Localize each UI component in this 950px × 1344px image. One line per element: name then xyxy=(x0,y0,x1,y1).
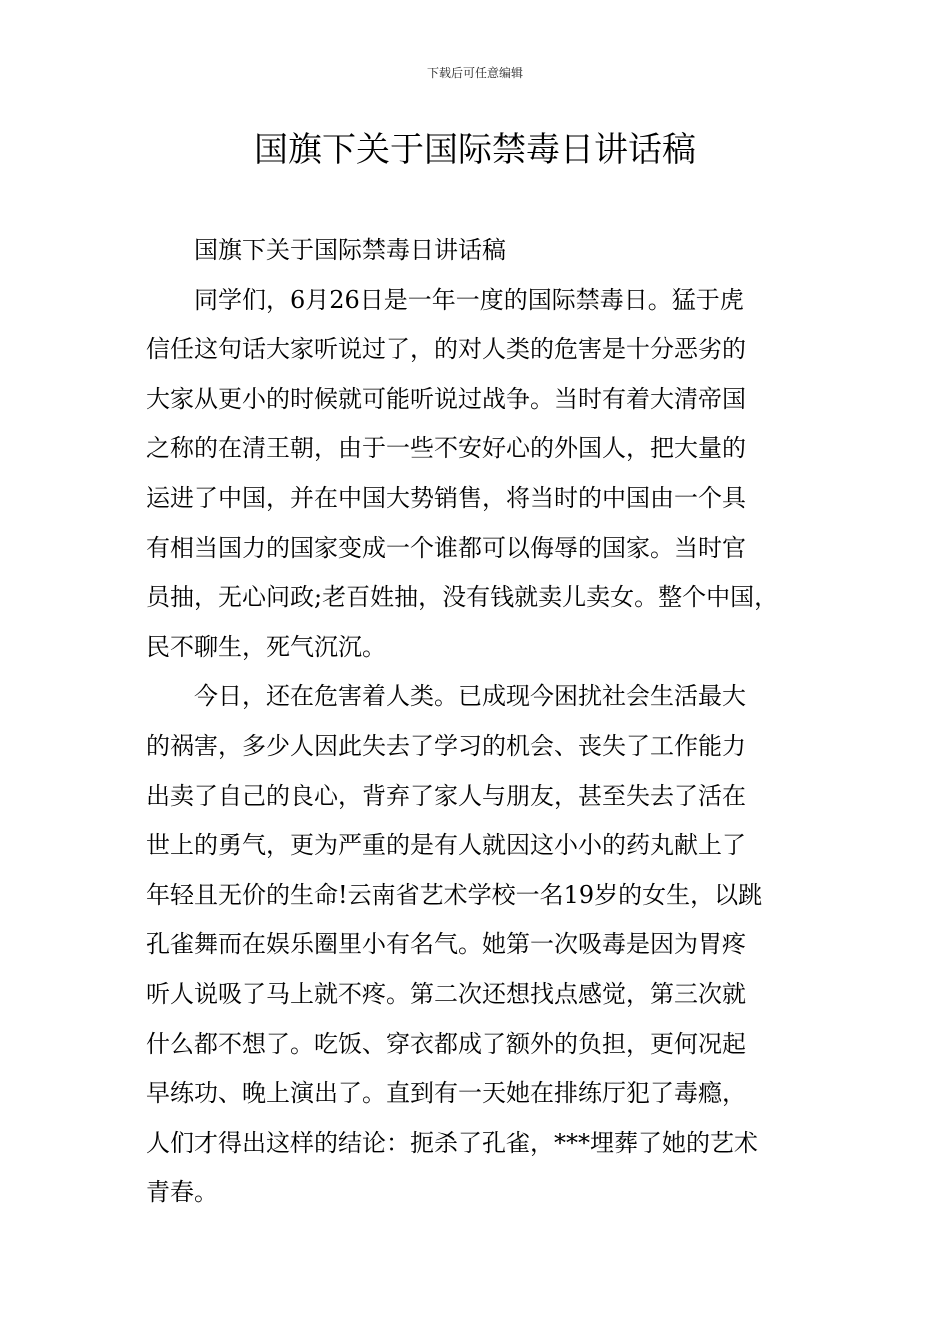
document-body xyxy=(146,226,822,1218)
body-line: 员抽，无心问政;老百姓抽，没有钱就卖儿卖女。整个中国， xyxy=(146,583,779,612)
body-line: 什么都不想了。吃饭、穿衣都成了额外的负担，更何况起 xyxy=(146,1029,746,1058)
body-line: 国旗下关于国际禁毒日讲话稿 xyxy=(194,236,506,264)
body-line: 信任这句话大家听说过了，的对人类的危害是十分恶劣的 xyxy=(146,335,746,364)
body-line: 听人说吸了马上就不疼。第二次还想找点感觉，第三次就 xyxy=(146,979,746,1008)
body-line: 青春。 xyxy=(146,1178,218,1207)
body-line: 同学们，6月26日是一年一度的国际禁毒日。猛于虎 xyxy=(194,285,744,314)
header-note: 下载后可任意编辑 xyxy=(426,66,523,80)
body-line: 今日，还在危害着人类。已成现今困扰社会生活最大 xyxy=(194,682,746,711)
body-line: 年轻且无价的生命!云南省艺术学校一名19岁的女生，以跳 xyxy=(146,880,763,909)
body-line: 有相当国力的国家变成一个谁都可以侮辱的国家。当时官 xyxy=(146,533,746,562)
body-line: 人们才得出这样的结论：扼杀了孔雀，***埋葬了她的艺术 xyxy=(146,1128,758,1157)
body-line: 大家从更小的时候就可能听说过战争。当时有着大清帝国 xyxy=(146,384,746,413)
body-line: 孔雀舞而在娱乐圈里小有名气。她第一次吸毒是因为胃疼 xyxy=(146,930,746,959)
body-line: 运进了中国，并在中国大势销售，将当时的中国由一个具 xyxy=(146,483,746,512)
body-line: 早练功、晚上演出了。直到有一天她在排练厅犯了毒瘾， xyxy=(146,1079,746,1108)
body-line: 出卖了自己的良心，背弃了家人与朋友，甚至失去了活在 xyxy=(146,781,746,810)
body-line: 世上的勇气，更为严重的是有人就因这小小的药丸献上了 xyxy=(146,831,746,860)
body-line: 的祸害，多少人因此失去了学习的机会、丧失了工作能力 xyxy=(146,731,746,760)
document-title: 国旗下关于国际禁毒日讲话稿 xyxy=(254,130,696,170)
body-line: 之称的在清王朝，由于一些不安好心的外国人，把大量的 xyxy=(146,434,746,463)
body-line: 民不聊生，死气沉沉。 xyxy=(146,632,386,661)
